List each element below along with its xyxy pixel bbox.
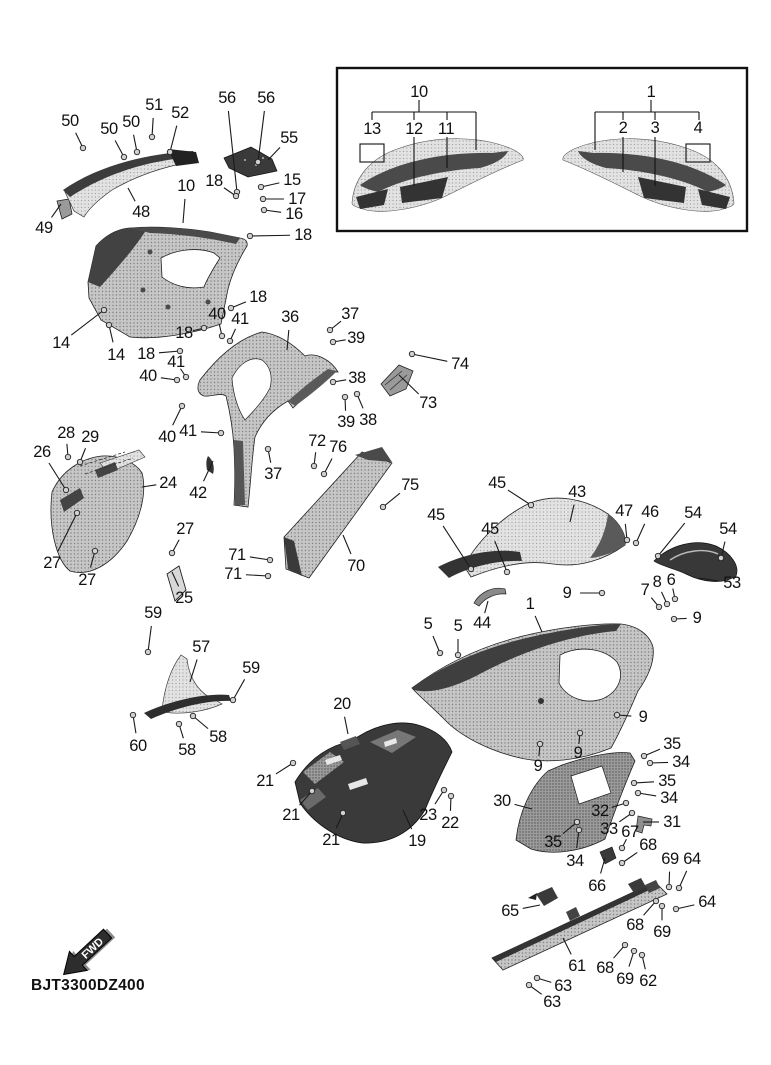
fastener-glyph: [576, 827, 581, 832]
callout-65[interactable]: 65: [501, 901, 519, 920]
leader-line: [343, 535, 351, 554]
callout-9[interactable]: 9: [533, 756, 543, 775]
fastener-glyph: [455, 652, 460, 657]
part-1-side-cowl: [412, 624, 653, 761]
part-42-strip: [206, 456, 213, 474]
callout-68[interactable]: 68: [639, 835, 657, 854]
fastener-glyph: [218, 430, 223, 435]
fastener-glyph: [121, 154, 126, 159]
callout-71[interactable]: 71: [224, 564, 242, 583]
callout-13[interactable]: 13: [363, 119, 381, 138]
inset-reference-box: [337, 68, 747, 231]
leader-line: [345, 717, 348, 734]
fastener-glyph: [676, 885, 681, 890]
callout-48[interactable]: 48: [132, 202, 150, 221]
fastener-glyph: [80, 145, 85, 150]
fastener-glyph: [655, 553, 660, 558]
fastener-glyph: [619, 845, 624, 850]
fastener-glyph: [227, 338, 232, 343]
fastener-glyph: [311, 463, 316, 468]
fastener-glyph: [574, 819, 579, 824]
callout-38[interactable]: 38: [348, 368, 366, 387]
fastener-glyph: [537, 741, 542, 746]
fastener-glyph: [623, 800, 628, 805]
callout-22[interactable]: 22: [441, 813, 459, 832]
callout-49[interactable]: 49: [35, 218, 53, 237]
callout-3[interactable]: 3: [650, 118, 660, 137]
callout-25[interactable]: 25: [175, 588, 193, 607]
callout-68[interactable]: 68: [596, 958, 614, 977]
leader-line: [412, 354, 447, 361]
callout-51[interactable]: 51: [145, 95, 163, 114]
fastener-glyph: [631, 948, 636, 953]
callout-9[interactable]: 9: [562, 583, 572, 602]
callout-50[interactable]: 50: [122, 112, 140, 131]
callout-66[interactable]: 66: [588, 876, 606, 895]
part-73-bracket: [381, 365, 413, 396]
leader-line: [636, 524, 645, 543]
fastener-glyph: [504, 569, 509, 574]
figure-code: BJT3300DZ400: [31, 977, 145, 994]
callout-18[interactable]: 18: [205, 171, 223, 190]
part-55-winglet: [224, 147, 277, 177]
callout-39[interactable]: 39: [337, 412, 355, 431]
callout-37[interactable]: 37: [264, 464, 282, 483]
callout-10[interactable]: 10: [177, 176, 195, 195]
fastener-glyph: [342, 394, 347, 399]
callout-1[interactable]: 1: [646, 82, 656, 101]
fastener-glyph: [260, 196, 265, 201]
fastener-glyph: [622, 942, 627, 947]
callout-64[interactable]: 64: [683, 849, 701, 868]
fwd-arrow: [55, 922, 120, 985]
fastener-glyph: [614, 712, 619, 717]
callout-33[interactable]: 33: [600, 819, 618, 838]
fastener-glyph: [77, 459, 82, 464]
callout-60[interactable]: 60: [129, 736, 147, 755]
callout-40[interactable]: 40: [158, 427, 176, 446]
callout-58[interactable]: 58: [178, 740, 196, 759]
callout-31[interactable]: 31: [663, 812, 681, 831]
part-57-fin: [144, 655, 231, 719]
fastener-glyph: [321, 471, 326, 476]
callout-38[interactable]: 38: [359, 410, 377, 429]
callout-41[interactable]: 41: [167, 352, 185, 371]
callout-21[interactable]: 21: [282, 805, 300, 824]
callout-72[interactable]: 72: [308, 431, 326, 450]
callout-62[interactable]: 62: [639, 971, 657, 990]
callout-74[interactable]: 74: [451, 354, 469, 373]
callout-56[interactable]: 56: [257, 88, 275, 107]
fastener-glyph: [448, 793, 453, 798]
fastener-glyph: [340, 810, 345, 815]
callout-21[interactable]: 21: [256, 771, 274, 790]
callout-54[interactable]: 54: [684, 503, 702, 522]
callout-63[interactable]: 63: [554, 976, 572, 995]
fastener-glyph: [265, 446, 270, 451]
fastener-glyph: [258, 184, 263, 189]
callout-67[interactable]: 67: [621, 822, 639, 841]
callout-9[interactable]: 9: [638, 707, 648, 726]
fastener-glyph: [653, 898, 658, 903]
fastener-glyph: [380, 504, 385, 509]
leader-line: [71, 310, 104, 335]
fastener-glyph: [247, 233, 252, 238]
fastener-glyph: [437, 650, 442, 655]
callout-57[interactable]: 57: [192, 637, 210, 656]
callout-18[interactable]: 18: [175, 323, 193, 342]
callout-36[interactable]: 36: [281, 307, 299, 326]
leader-line: [485, 601, 488, 613]
fastener-glyph: [106, 322, 111, 327]
callout-45[interactable]: 45: [481, 519, 499, 538]
fastener-glyph: [145, 649, 150, 654]
callout-27[interactable]: 27: [176, 519, 194, 538]
part-44-trim: [474, 588, 506, 606]
callout-28[interactable]: 28: [57, 423, 75, 442]
callout-11[interactable]: 11: [437, 119, 455, 138]
callout-53[interactable]: 53: [723, 573, 741, 592]
fastener-glyph: [629, 810, 634, 815]
callout-27[interactable]: 27: [43, 553, 61, 572]
fastener-glyph: [528, 502, 533, 507]
fastener-glyph: [219, 333, 224, 338]
callout-15[interactable]: 15: [283, 170, 301, 189]
callout-58[interactable]: 58: [209, 727, 227, 746]
fastener-glyph: [656, 604, 661, 609]
callout-54[interactable]: 54: [719, 519, 737, 538]
callout-18[interactable]: 18: [137, 344, 155, 363]
fastener-glyph: [74, 510, 79, 515]
callout-9[interactable]: 9: [573, 743, 583, 762]
callout-5[interactable]: 5: [453, 616, 463, 635]
callout-12[interactable]: 12: [405, 119, 423, 138]
callout-14[interactable]: 14: [107, 345, 125, 364]
fastener-glyph: [327, 327, 332, 332]
callout-69[interactable]: 69: [653, 922, 671, 941]
callout-1[interactable]: 1: [525, 594, 535, 613]
callout-55[interactable]: 55: [280, 128, 298, 147]
callout-46[interactable]: 46: [641, 502, 659, 521]
callout-50[interactable]: 50: [100, 119, 118, 138]
fastener-glyph: [261, 207, 266, 212]
callout-52[interactable]: 52: [171, 103, 189, 122]
leader-line: [183, 199, 185, 223]
callout-23[interactable]: 23: [419, 805, 437, 824]
fastener-glyph: [639, 952, 644, 957]
fastener-glyph: [330, 379, 335, 384]
fastener-glyph: [354, 391, 359, 396]
fastener-glyph: [635, 790, 640, 795]
fastener-glyph: [718, 555, 723, 560]
fastener-glyph: [183, 374, 188, 379]
callout-40[interactable]: 40: [139, 366, 157, 385]
callout-63[interactable]: 63: [543, 992, 561, 1011]
fastener-glyph: [631, 780, 636, 785]
callout-64[interactable]: 64: [698, 892, 716, 911]
callout-24[interactable]: 24: [159, 473, 177, 492]
fastener-glyph: [672, 596, 677, 601]
fastener-glyph: [673, 906, 678, 911]
fastener-glyph: [577, 730, 582, 735]
leader-line: [250, 235, 290, 236]
fastener-glyph: [647, 760, 652, 765]
callout-14[interactable]: 14: [52, 333, 70, 352]
callout-34[interactable]: 34: [660, 788, 678, 807]
fastener-glyph: [201, 325, 206, 330]
callout-41[interactable]: 41: [231, 309, 249, 328]
callout-34[interactable]: 34: [566, 851, 584, 870]
fastener-glyph: [309, 788, 314, 793]
fastener-glyph: [63, 487, 68, 492]
callout-29[interactable]: 29: [81, 427, 99, 446]
leader-line: [190, 659, 197, 682]
leader-line: [128, 188, 135, 201]
fastener-glyph: [265, 573, 270, 578]
fastener-glyph: [468, 566, 473, 571]
callout-42[interactable]: 42: [189, 483, 207, 502]
callout-68[interactable]: 68: [626, 915, 644, 934]
callout-69[interactable]: 69: [661, 849, 679, 868]
callout-34[interactable]: 34: [672, 752, 690, 771]
callout-17[interactable]: 17: [288, 189, 306, 208]
fastener-glyph: [666, 884, 671, 889]
fastener-glyph: [624, 537, 629, 542]
callout-50[interactable]: 50: [61, 111, 79, 130]
callout-9[interactable]: 9: [692, 608, 702, 627]
callout-8[interactable]: 8: [652, 572, 662, 591]
fastener-glyph: [149, 134, 154, 139]
callout-70[interactable]: 70: [347, 556, 365, 575]
callout-21[interactable]: 21: [322, 830, 340, 849]
callout-5[interactable]: 5: [423, 614, 433, 633]
callout-37[interactable]: 37: [341, 304, 359, 323]
fastener-glyph: [409, 351, 414, 356]
leader-line: [170, 126, 177, 152]
callout-2[interactable]: 2: [618, 118, 628, 137]
fastener-glyph: [230, 697, 235, 702]
fastener-glyph: [619, 860, 624, 865]
callout-41[interactable]: 41: [179, 421, 197, 440]
fastener-glyph: [659, 903, 664, 908]
callout-61[interactable]: 61: [568, 956, 586, 975]
callout-35[interactable]: 35: [658, 771, 676, 790]
fastener-glyph: [534, 975, 539, 980]
callout-10[interactable]: 10: [410, 82, 428, 101]
fastener-glyph: [130, 712, 135, 717]
callout-32[interactable]: 32: [591, 801, 609, 820]
fastener-glyph: [441, 787, 446, 792]
callout-44[interactable]: 44: [473, 613, 491, 632]
part-66-bracket: [600, 847, 616, 864]
fastener-glyph: [190, 713, 195, 718]
fwd-label: FWD: [79, 935, 107, 962]
callout-35[interactable]: 35: [663, 734, 681, 753]
fastener-glyph: [92, 548, 97, 553]
callout-73[interactable]: 73: [419, 393, 437, 412]
fastener-glyph: [174, 377, 179, 382]
leader-line: [148, 626, 151, 652]
callout-19[interactable]: 19: [408, 831, 426, 850]
callout-43[interactable]: 43: [568, 482, 586, 501]
leader-line: [601, 858, 605, 874]
fastener-glyph: [176, 721, 181, 726]
fastener-glyph: [330, 339, 335, 344]
fastener-glyph: [179, 403, 184, 408]
fastener-glyph: [641, 753, 646, 758]
leader-line: [535, 616, 542, 632]
fastener-glyph: [633, 540, 638, 545]
callout-39[interactable]: 39: [347, 328, 365, 347]
fastener-glyph: [290, 760, 295, 765]
callout-16[interactable]: 16: [285, 204, 303, 223]
fastener-glyph: [134, 149, 139, 154]
callout-4[interactable]: 4: [693, 118, 703, 137]
fastener-glyph: [664, 601, 669, 606]
callout-56[interactable]: 56: [218, 88, 236, 107]
part-43-diffuser: [438, 498, 625, 578]
part-70-blade: [284, 447, 392, 578]
callout-71[interactable]: 71: [228, 545, 246, 564]
callout-40[interactable]: 40: [208, 304, 226, 323]
callout-59[interactable]: 59: [144, 603, 162, 622]
fastener-glyph: [255, 159, 260, 164]
fastener-glyph: [169, 550, 174, 555]
fastener-glyph: [233, 193, 238, 198]
fastener-glyph: [65, 454, 70, 459]
callout-35[interactable]: 35: [544, 832, 562, 851]
callout-59[interactable]: 59: [242, 658, 260, 677]
callout-69[interactable]: 69: [616, 969, 634, 988]
callout-30[interactable]: 30: [493, 791, 511, 810]
fastener-glyph: [101, 307, 106, 312]
callout-7[interactable]: 7: [640, 580, 650, 599]
callout-45[interactable]: 45: [427, 505, 445, 524]
callout-20[interactable]: 20: [333, 694, 351, 713]
callout-47[interactable]: 47: [615, 501, 633, 520]
callout-18[interactable]: 18: [294, 225, 312, 244]
leader-line: [268, 147, 280, 160]
fastener-glyph: [526, 982, 531, 987]
callout-75[interactable]: 75: [401, 475, 419, 494]
fastener-glyph: [671, 616, 676, 621]
callout-18[interactable]: 18: [249, 287, 267, 306]
leader-line: [233, 679, 245, 700]
callout-26[interactable]: 26: [33, 442, 51, 461]
callout-76[interactable]: 76: [329, 437, 347, 456]
callout-45[interactable]: 45: [488, 473, 506, 492]
fastener-glyph: [267, 557, 272, 562]
fastener-glyph: [599, 590, 604, 595]
fastener-glyph: [167, 149, 172, 154]
callout-6[interactable]: 6: [666, 570, 676, 589]
callout-27[interactable]: 27: [78, 570, 96, 589]
